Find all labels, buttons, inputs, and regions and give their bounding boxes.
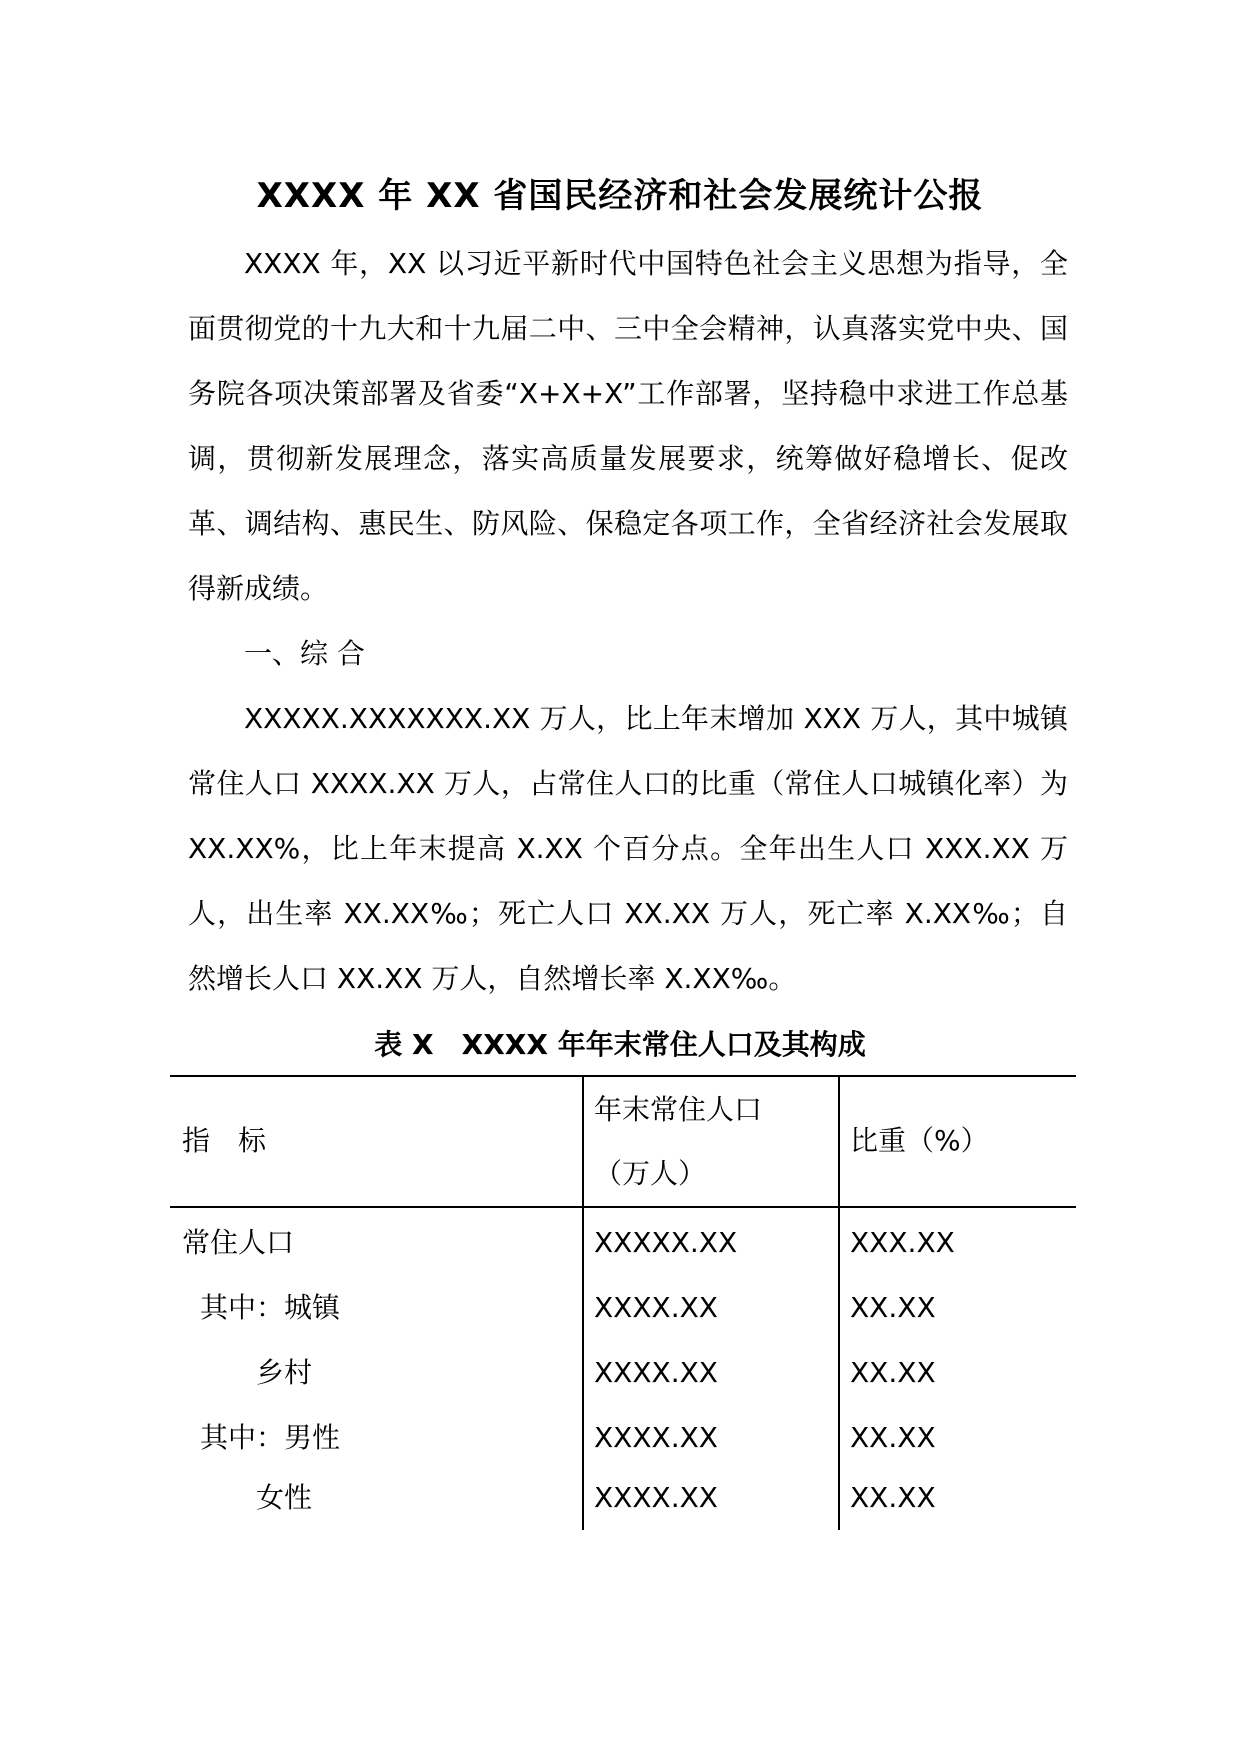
table-row-label: 乡村 [256, 1356, 313, 1389]
table-row-share: XXX.XX [850, 1226, 955, 1259]
table-row-share: XX.XX [850, 1421, 936, 1454]
table-row-population: XXXXX.XX [594, 1226, 738, 1259]
section-heading-overview: 一、综 合 [244, 637, 365, 670]
table-row-population: XXXX.XX [594, 1291, 718, 1324]
header-indicator: 指 标 [182, 1124, 267, 1157]
table-row-label: 女性 [256, 1481, 313, 1514]
table-row-label: 常住人口 [182, 1226, 295, 1259]
table-row-population: XXXX.XX [594, 1481, 718, 1514]
population-paragraph: XXXXX.XXXXXXX.XX 万人，比上年末增加 XXX 万人，其中城镇常住人口 XXXX.XX 万人，占常住人口的比重（常住人口城镇化率）为 XX.XX%，比上年末提高 X.XX 个百分点。全年出生人口 XXX.XX 万人，出生率 XX.XX‰；死亡人口 XX.XX 万人，死亡率 X.XX‰；自然增长人口 XX.XX 万人，自然增长率 X.XX‰。 [188, 702, 1068, 995]
table-header-rule [170, 1206, 1076, 1208]
header-population-line2: （万人） [594, 1157, 707, 1190]
table-row-label: 其中：男性 [200, 1421, 341, 1454]
population-table [170, 1075, 1076, 1530]
table-row-share: XX.XX [850, 1291, 936, 1324]
table-row-label: 其中：城镇 [200, 1291, 341, 1324]
table-row-share: XX.XX [850, 1481, 936, 1514]
table-column-divider [838, 1075, 840, 1530]
table-row-share: XX.XX [850, 1356, 936, 1389]
intro-paragraph: XXXX 年，XX 以习近平新时代中国特色社会主义思想为指导，全面贯彻党的十九大和十九届二中、三中全会精神，认真落实党中央、国务院各项决策部署及省委“X+X+X”工作部署，坚持稳中求进工作总基调，贯彻新发展理念，落实高质量发展要求，统筹做好稳增长、促改革、调结构、惠民生、防风险、保稳定各项工作，全省经济社会发展取得新成绩。 [188, 247, 1068, 605]
table-caption: 表 X XXXX 年年末常住人口及其构成 [374, 1028, 866, 1061]
table-row-population: XXXX.XX [594, 1421, 718, 1454]
table-column-divider [582, 1075, 584, 1530]
header-share: 比重（%） [850, 1124, 989, 1157]
header-population-line1: 年末常住人口 [594, 1093, 763, 1126]
document-title: XXXX 年 XX 省国民经济和社会发展统计公报 [256, 176, 984, 216]
table-row-population: XXXX.XX [594, 1356, 718, 1389]
